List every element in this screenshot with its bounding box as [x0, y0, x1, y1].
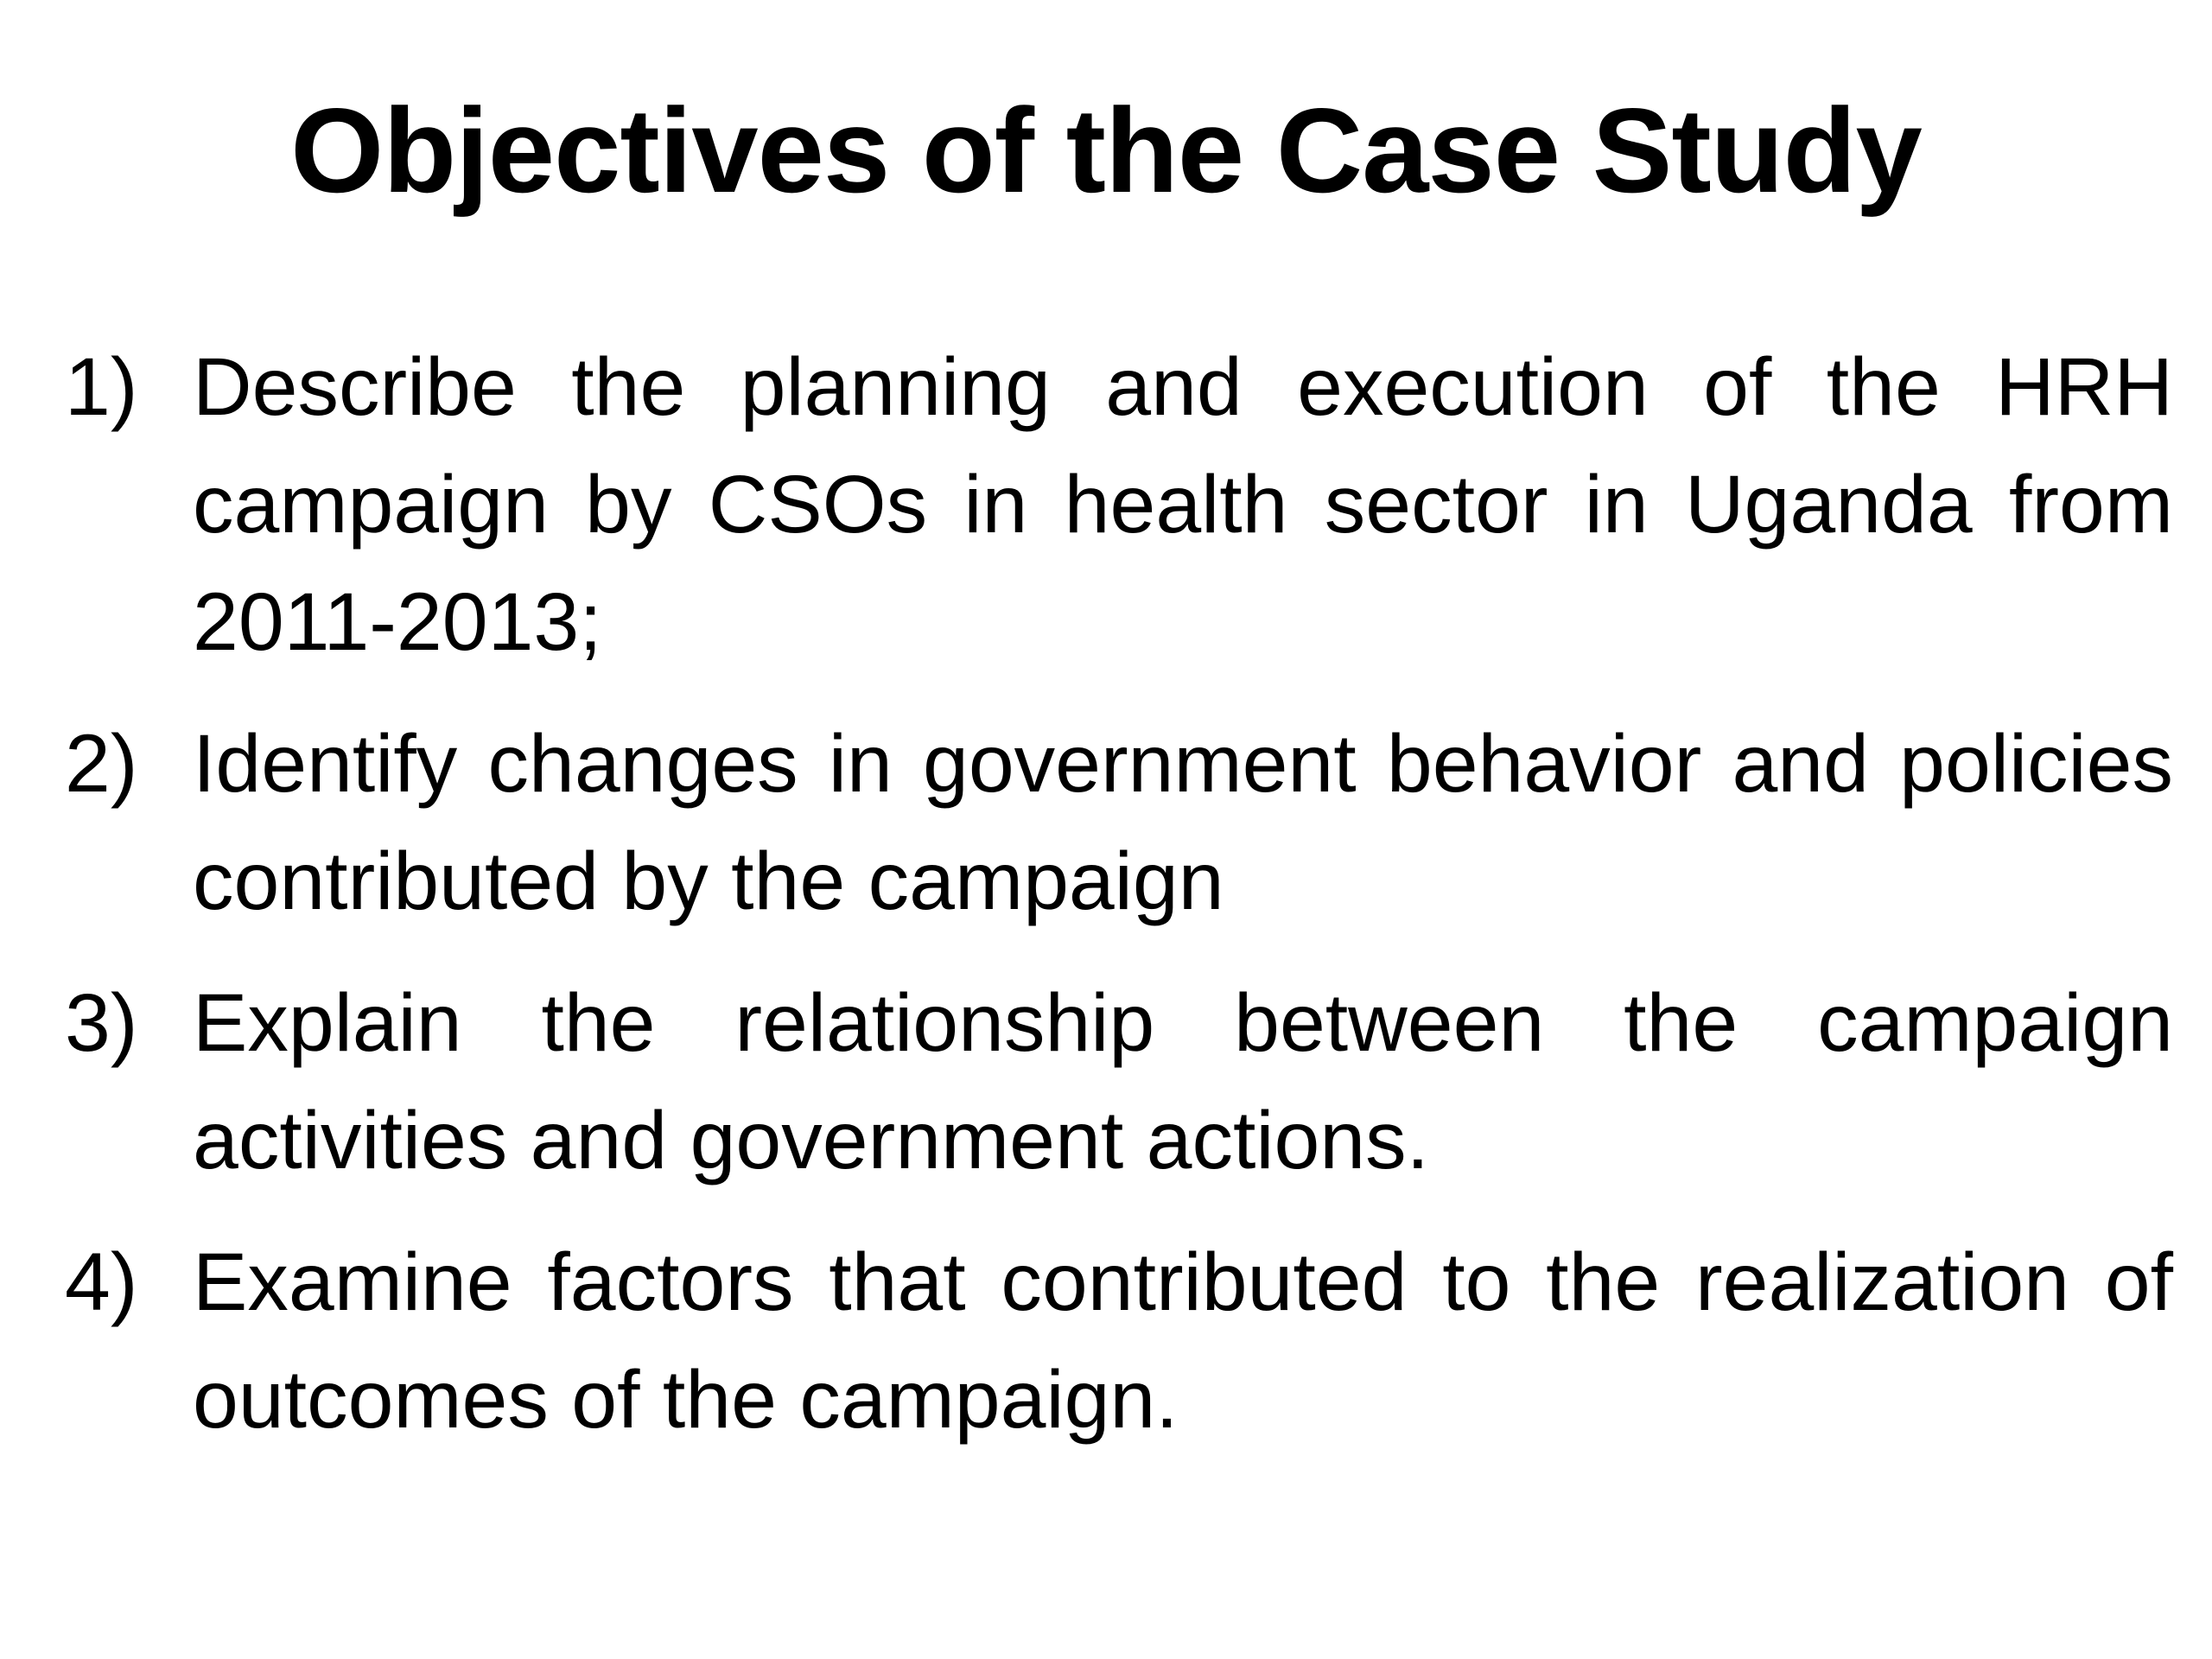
objectives-list — [65, 328, 2173, 1483]
objective-number: 2) — [65, 718, 138, 810]
objective-text: Identify changes in government behavior and policies contributed by the campaign — [193, 718, 2173, 927]
objective-text: Explain the relationship between the campaign activities and government actions. — [193, 977, 2173, 1186]
objective-item-4 — [65, 1224, 2173, 1459]
objective-item-1 — [65, 328, 2173, 681]
objective-text: Describe the planning and execution of the HRH campaign by CSOs in health sector in Uganda from 2011-2013; — [193, 341, 2173, 668]
objective-text: Examine factors that contributed to the realization of outcomes of the campaign. — [193, 1236, 2173, 1446]
objective-item-2 — [65, 705, 2173, 940]
slide-title: Objectives of the Case Study — [290, 84, 1922, 218]
objective-number: 4) — [65, 1236, 138, 1328]
objective-number: 3) — [65, 977, 138, 1069]
objective-item-3 — [65, 964, 2173, 1199]
objective-number: 1) — [65, 341, 138, 433]
